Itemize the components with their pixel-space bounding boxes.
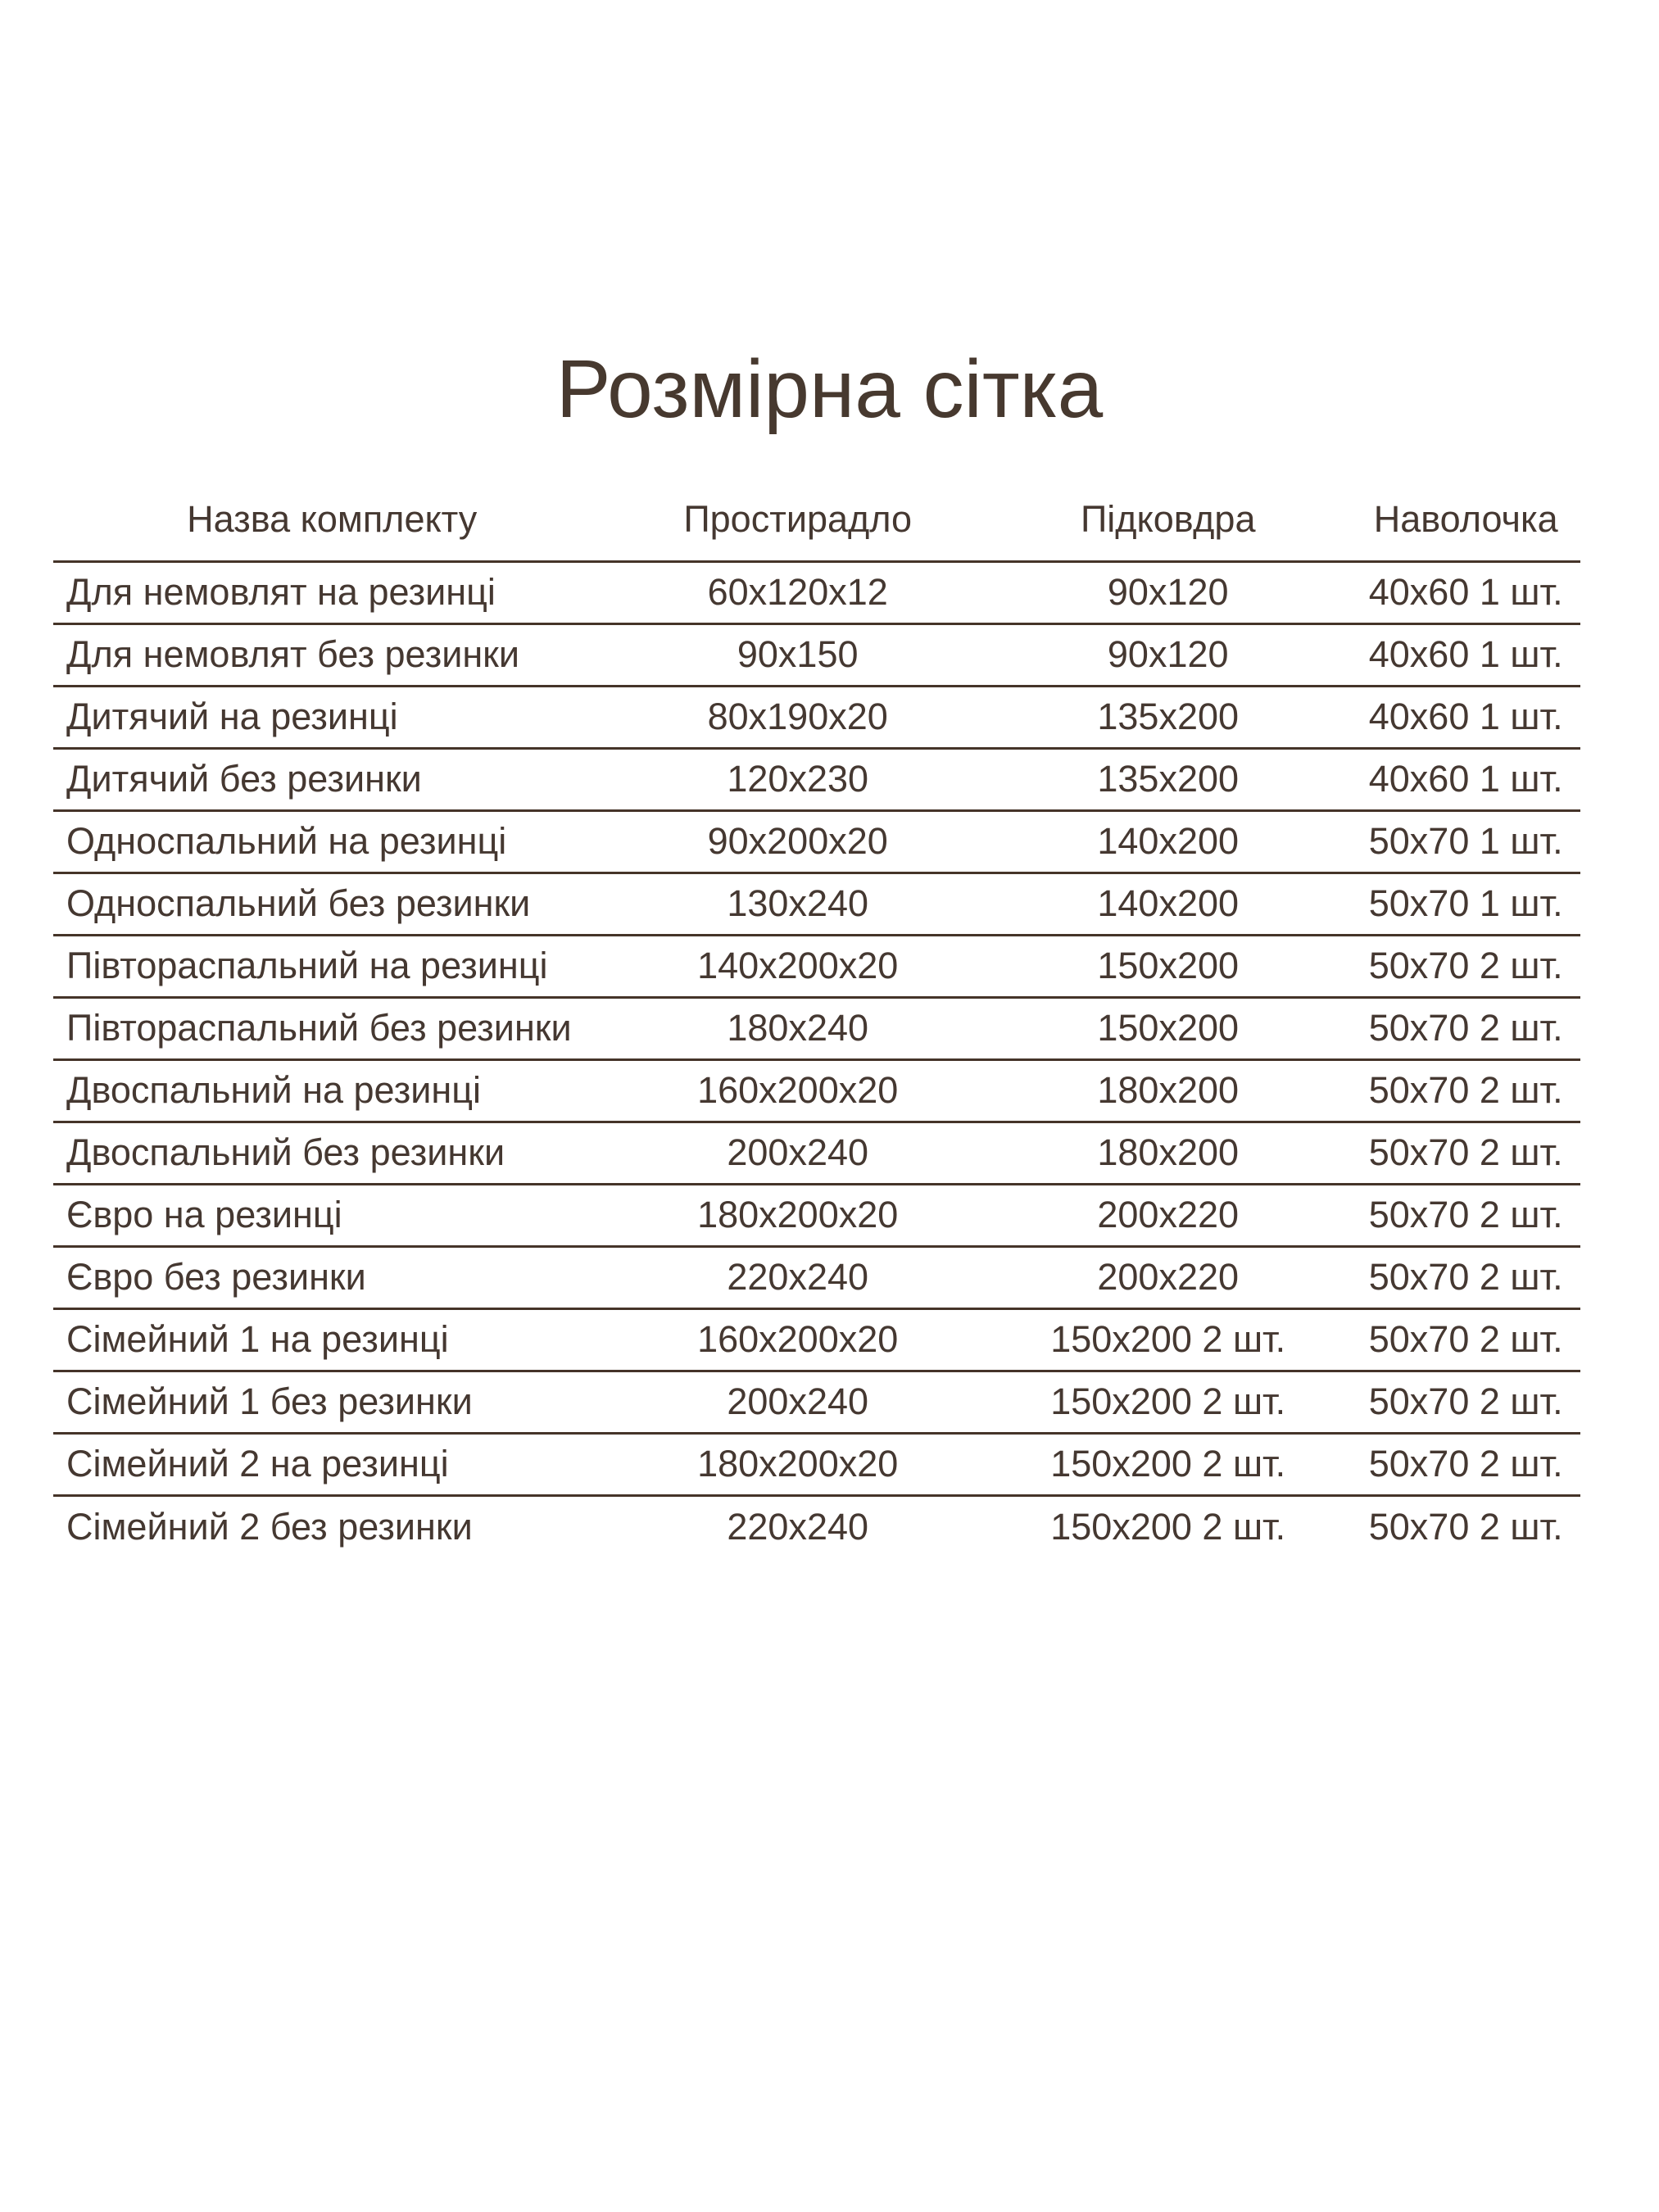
table-row [53, 1308, 1580, 1371]
pillowcase-size-cell: 50х70 2 шт. [1351, 1246, 1580, 1308]
set-name-cell: Для немовлят без резинки [53, 623, 610, 686]
set-name-cell: Сімейний 1 без резинки [53, 1371, 610, 1433]
table-body [53, 561, 1580, 1557]
pillowcase-size-cell: 40х60 1 шт. [1351, 623, 1580, 686]
table-row [53, 623, 1580, 686]
set-name-cell: Євро на резинці [53, 1184, 610, 1246]
set-name-cell: Двоспальний без резинки [53, 1122, 610, 1184]
sheet-size-cell: 180х240 [610, 997, 985, 1059]
table-row [53, 1059, 1580, 1122]
table-row [53, 686, 1580, 748]
set-name-cell: Сімейний 2 на резинці [53, 1433, 610, 1495]
table-header [53, 479, 1580, 561]
table-row [53, 935, 1580, 997]
set-name-cell: Півтораспальний без резинки [53, 997, 610, 1059]
sheet-size-cell: 220х240 [610, 1246, 985, 1308]
pillowcase-size-cell: 50х70 2 шт. [1368, 1505, 1563, 1548]
page-title: Розмірна сітка [555, 343, 1104, 435]
set-name-cell: Двоспальний на резинці [53, 1059, 610, 1122]
pillowcase-size-cell: 50х70 2 шт. [1351, 997, 1580, 1059]
table-row [53, 997, 1580, 1059]
set-name-cell: Односпальний без резинки [53, 873, 610, 935]
duvet-cover-size-cell: 150х200 2 шт. [985, 1308, 1351, 1371]
duvet-cover-size-cell: 180х200 [985, 1059, 1351, 1122]
pillowcase-size-cell: 50х70 2 шт. [1351, 1059, 1580, 1122]
table-row [53, 1433, 1580, 1495]
sheet-size-cell: 90х150 [610, 623, 985, 686]
column-header-sheet: Простирадло [610, 479, 985, 561]
pillowcase-size-cell: 40х60 1 шт. [1351, 748, 1580, 810]
sheet-size-cell: 130х240 [610, 873, 985, 935]
pillowcase-size-cell: 50х70 1 шт. [1351, 873, 1580, 935]
duvet-cover-size-cell: 140х200 [985, 810, 1351, 873]
table-row [53, 1246, 1580, 1308]
duvet-cover-size-cell: 135х200 [985, 748, 1351, 810]
duvet-cover-size-cell: 150х200 2 шт. [985, 1433, 1351, 1495]
duvet-cover-size-cell: 135х200 [985, 686, 1351, 748]
table-row [53, 810, 1580, 873]
pillowcase-size-cell: 50х70 2 шт. [1351, 935, 1580, 997]
sheet-size-cell: 200х240 [610, 1122, 985, 1184]
pillowcase-size-cell: 40х60 1 шт. [1351, 686, 1580, 748]
set-name-cell: Сімейний 1 на резинці [53, 1308, 610, 1371]
pillowcase-size-cell: 50х70 2 шт. [1351, 1122, 1580, 1184]
set-name-cell: Сімейний 2 без резинки [66, 1505, 473, 1548]
duvet-cover-size-cell: 140х200 [985, 873, 1351, 935]
table-row [53, 1122, 1580, 1184]
sheet-size-cell: 180х200х20 [610, 1184, 985, 1246]
pillowcase-size-cell: 50х70 2 шт. [1351, 1184, 1580, 1246]
set-name-cell: Півтораспальний на резинці [53, 935, 610, 997]
duvet-cover-size-cell: 90х120 [985, 623, 1351, 686]
pillowcase-size-cell: 40х60 1 шт. [1351, 561, 1580, 623]
set-name-cell: Односпальний на резинці [53, 810, 610, 873]
pillowcase-size-cell: 50х70 2 шт. [1351, 1371, 1580, 1433]
sheet-size-cell: 160х200х20 [610, 1308, 985, 1371]
table-row [53, 873, 1580, 935]
sheet-size-cell: 140х200х20 [610, 935, 985, 997]
sheet-size-cell: 90х200х20 [610, 810, 985, 873]
table-row [53, 1495, 1580, 1557]
duvet-cover-size-cell: 150х200 [985, 935, 1351, 997]
pillowcase-size-cell: 50х70 2 шт. [1351, 1433, 1580, 1495]
set-name-cell: Євро без резинки [53, 1246, 610, 1308]
size-table [53, 479, 1580, 1557]
pillowcase-size-cell: 50х70 2 шт. [1351, 1308, 1580, 1371]
set-name-cell: Дитячий на резинці [53, 686, 610, 748]
duvet-cover-size-cell: 150х200 2 шт. [1050, 1505, 1286, 1548]
column-header-set-name: Назва комплекту [53, 479, 610, 561]
set-name-cell: Дитячий без резинки [53, 748, 610, 810]
sheet-size-cell: 160х200х20 [610, 1059, 985, 1122]
table-row [53, 1371, 1580, 1433]
table-row [53, 748, 1580, 810]
table-row [53, 1184, 1580, 1246]
header-row [53, 479, 1580, 561]
set-name-cell: Для немовлят на резинці [53, 561, 610, 623]
sheet-size-cell: 200х240 [610, 1371, 985, 1433]
duvet-cover-size-cell: 90х120 [985, 561, 1351, 623]
sheet-size-cell: 180х200х20 [610, 1433, 985, 1495]
sheet-size-cell: 220х240 [727, 1505, 869, 1548]
table-row [53, 561, 1580, 623]
sheet-size-cell: 80х190х20 [610, 686, 985, 748]
sheet-size-cell: 60х120х12 [610, 561, 985, 623]
column-header-duvet-cover: Підковдра [985, 479, 1351, 561]
duvet-cover-size-cell: 150х200 2 шт. [985, 1371, 1351, 1433]
duvet-cover-size-cell: 200х220 [985, 1184, 1351, 1246]
duvet-cover-size-cell: 180х200 [985, 1122, 1351, 1184]
pillowcase-size-cell: 50х70 1 шт. [1351, 810, 1580, 873]
sheet-size-cell: 120х230 [610, 748, 985, 810]
duvet-cover-size-cell: 200х220 [985, 1246, 1351, 1308]
duvet-cover-size-cell: 150х200 [985, 997, 1351, 1059]
column-header-pillowcase: Наволочка [1351, 479, 1580, 561]
